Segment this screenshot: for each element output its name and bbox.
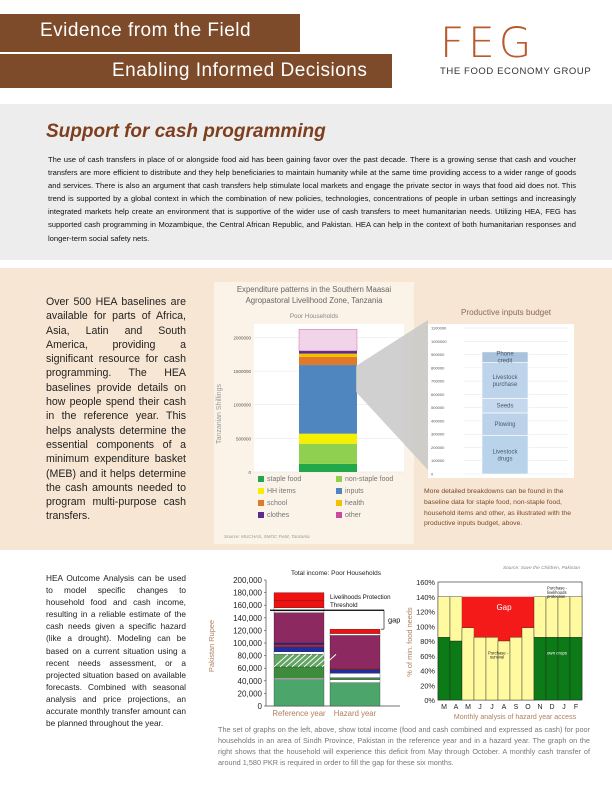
income-bar-segment-hazard [330, 680, 380, 683]
inputs-tick-label: 800000 [431, 365, 445, 371]
monthly-tick-label: 140% [416, 592, 435, 602]
monthly-bar [450, 641, 462, 700]
expenditure-legend-swatch [258, 476, 264, 482]
monthly-bar [570, 637, 582, 700]
expenditure-legend-swatch [336, 488, 342, 494]
inputs-bar-label: Livestock [492, 449, 518, 456]
income-bar-segment-reference [274, 593, 324, 601]
monthly-tick-label: 20% [420, 681, 435, 691]
income-tick-label: 100,000 [233, 639, 262, 648]
monthly-bar [462, 628, 474, 700]
header-title: Evidence from the Field [40, 20, 252, 41]
monthly-tick-label: 100% [416, 622, 435, 632]
expenditure-tick-label: 0 [248, 470, 251, 475]
inputs-tick-label: 200000 [431, 444, 445, 450]
inputs-bar-label: drugs [497, 456, 513, 463]
monthly-title: Monthly analysis of hazard year access [453, 714, 577, 721]
feg-logo: FEG [440, 18, 536, 67]
income-bar-segment-hazard [330, 634, 380, 636]
income-bar-segment-reference [274, 680, 324, 706]
monthly-bar [486, 637, 498, 700]
expenditure-legend-swatch [258, 488, 264, 494]
income-bar-segment-reference [274, 611, 324, 613]
inputs-bar-label: Phone [496, 351, 514, 358]
monthly-chart [404, 562, 594, 724]
monthly-purchase-bar [558, 597, 570, 638]
expenditure-bar-health [299, 354, 357, 357]
monthly-category-label: M [441, 704, 447, 711]
expenditure-legend-label: non-staple food [345, 476, 394, 483]
monthly-purchase-bar [534, 597, 546, 638]
inputs-bar-label: Seeds [496, 403, 514, 410]
expenditure-legend-label: clothes [267, 512, 290, 519]
monthly-bar [510, 637, 522, 700]
page-title: Support for cash programming [46, 121, 326, 142]
monthly-category-label: J [478, 704, 482, 711]
income-bar-segment-hazard [330, 669, 380, 673]
income-tick-label: 200,000 [233, 576, 262, 585]
monthly-label-purchase-lp: livelihoods [547, 589, 567, 595]
monthly-gap-label: Gap [496, 603, 512, 613]
expenditure-tick-label: 2000000 [233, 335, 251, 341]
monthly-purchase-bar [450, 597, 462, 641]
expenditure-tick-label: 1000000 [233, 402, 251, 408]
income-chart [206, 564, 402, 724]
income-ylabel: Pakistan Rupee [207, 619, 216, 673]
charts-caption: The set of graphs on the left, above, show total income (food and cash combined and expressed as cash) for poor households in an area of Sindh Province, Pakistan in the reference year and in a hazard year. The graph on the right shows that the household will experience this deficit from May through October. A monthly cash transfer of around 1,580 PKR is required in order to fill the gap for these six months. [218, 725, 590, 767]
income-bar-segment-hazard [330, 678, 380, 680]
expenditure-legend-swatch [258, 500, 264, 506]
monthly-purchase-bar [546, 597, 558, 638]
monthly-ylabel: % of min. food needs [405, 607, 414, 677]
expenditure-bar-staple-food [299, 464, 357, 472]
intro-paragraph: The use of cash transfers in place of or alongside food aid has been gaining favor over the past decade. There is a growing sense that cash and voucher transfers are more efficient to distribute and they help beneficiaries to maintain humanity while at the same time providing access to a wider range of goods and services. There is also an argument that cash transfers help stimulate local markets and engage the private sector in ways that food aid does not. This trend is supported by a global context in which the combination of new policies, technologies, concentrations of people in urban settings and increasingly integrated markets help create an environment that is supportive of the wider use of cash transfers to meet humanitarian needs. Utilizing HEA, FEG has supported cash programming in Mozambique, the Central African Republic, and Pakistan. HEA can help in the context of both humanitarian responses and longer-term social safety nets. [48, 155, 576, 243]
baseline-paragraph: Over 500 HEA baselines are available for parts of Africa, Asia, Latin and South America, providing a significant resource for cash programming. The HEA baselines provide details on how people spend their cash in the reference year. This helps analysts determine the essential components of a minimum expenditure basket (MEB) and it helps determine the cash amounts needed to program multi-purpose cash transfers. [46, 296, 186, 523]
inputs-bars [482, 352, 528, 474]
monthly-tick-label: 0% [424, 696, 435, 705]
expenditure-bar-non-staple-food [299, 444, 357, 464]
monthly-label-survival: survival [490, 654, 505, 660]
inputs-tick-label: 600000 [431, 391, 445, 397]
feg-logo-subtitle: THE FOOD ECONOMY GROUP [440, 66, 592, 77]
income-tick-label: 0 [257, 702, 262, 711]
expenditure-bar-school [299, 357, 357, 365]
monthly-tick-label: 80% [420, 637, 435, 646]
expenditure-legend-label: inputs [345, 488, 364, 495]
income-bar-segment-hazard [330, 683, 380, 706]
income-threshold-label: Threshold [330, 602, 358, 610]
monthly-purchase-bar [438, 597, 450, 638]
income-bar-segment-hazard [330, 635, 380, 668]
inputs-bar-label: Livestock [492, 374, 518, 381]
expenditure-bar-clothes [299, 351, 357, 354]
expenditure-bar-other [299, 329, 357, 351]
income-tick-label: 140,000 [233, 613, 262, 623]
monthly-bar [438, 637, 450, 700]
income-bar-segment-hazard [330, 668, 380, 669]
income-gap-label: gap [388, 615, 401, 625]
inputs-tick-label: 700000 [431, 378, 445, 384]
inputs-bar-label: purchase [492, 381, 518, 388]
inputs-tick-label: 400000 [431, 418, 445, 424]
income-bar-segment-reference [274, 613, 324, 643]
income-title: Total income: Poor Households [291, 570, 381, 577]
monthly-category-label: M [465, 704, 471, 711]
header-subtitle: Enabling Informed Decisions [112, 60, 368, 81]
expenditure-ylabel: Tanzanian Shillings [216, 384, 223, 444]
inputs-tick-label: 300000 [431, 431, 445, 437]
monthly-source: Source: Save the Children, Pakistan [502, 566, 580, 571]
income-tick-label: 80,000 [237, 651, 262, 661]
expenditure-legend-swatch [336, 476, 342, 482]
income-tick-label: 160,000 [233, 601, 262, 611]
inputs-tick-label: 1100000 [431, 325, 447, 331]
expenditure-title-2: Agropastoral Livelihood Zone, Tanzania [245, 296, 383, 305]
expenditure-bar-inputs [299, 365, 357, 434]
monthly-category-label: A [453, 704, 459, 711]
monthly-label-own-crops: own crops [546, 650, 568, 656]
expenditure-legend-swatch [336, 512, 342, 518]
income-threshold-label: Livelihoods Protection [330, 594, 391, 602]
income-bar-segment-hazard [330, 673, 380, 677]
monthly-category-label: J [490, 704, 494, 711]
income-tick-label: 60,000 [237, 664, 262, 674]
inputs-note: More detailed breakdowns can be found in the baseline data for staple food, non-staple food, household items and other, as illustrated with the productive inputs budget, above. [424, 488, 571, 528]
expenditure-legend-label: school [267, 500, 288, 507]
income-tick-label: 120,000 [233, 626, 262, 636]
inputs-tick-label: 500000 [431, 405, 445, 411]
outcome-analysis-paragraph: HEA Outcome Analysis can be used to model specific changes to household food and cash income, resulting in a reliable estimate of the cash needs given a specific hazard (like a drought). Modeling can be based on a current situation using a recent needs assessment, or a projected situation based on available forecasts. Combined with seasonal analysis and price projections, an accurate monthly transfer amount can be planned throughout the year. [46, 573, 186, 729]
expenditure-source: Source: MUCHAS, SMOC FwM, Tanzania [224, 534, 310, 539]
inputs-tick-label: 0 [431, 471, 434, 477]
expenditure-tick-label: 1500000 [233, 369, 251, 375]
zoom-connector [356, 320, 428, 470]
expenditure-legend-label: health [345, 500, 365, 507]
expenditure-legend-swatch [336, 500, 342, 506]
income-tick-label: 20,000 [237, 689, 262, 699]
income-bar-segment-reference [274, 643, 324, 645]
monthly-label-survival: Purchase - [488, 650, 509, 656]
income-bar-segment-reference [274, 645, 324, 647]
income-category-label: Reference year [272, 709, 326, 718]
monthly-category-label: O [525, 704, 531, 711]
monthly-label-purchase-lp: Purchase - [547, 585, 568, 591]
income-bar-segment-reference [274, 667, 324, 678]
monthly-tick-label: 120% [416, 607, 435, 617]
zoom-connector-shape [356, 320, 428, 470]
monthly-category-label: A [501, 704, 507, 711]
income-category-label: Hazard year [333, 709, 377, 718]
monthly-category-label: F [573, 704, 579, 711]
income-bar-segment-reference [274, 601, 324, 608]
income-tick-label: 40,000 [237, 676, 262, 686]
inputs-bar-label: credit [497, 358, 513, 365]
monthly-bar [522, 628, 534, 700]
inputs-tick-label: 100000 [431, 458, 445, 464]
expenditure-legend-label: HH items [267, 488, 296, 495]
expenditure-legend-label: staple food [267, 476, 302, 483]
expenditure-bar-hh-items [299, 434, 357, 444]
inputs-chart [424, 304, 584, 482]
monthly-tick-label: 60% [420, 651, 435, 661]
expenditure-subtitle: Poor Households [289, 313, 339, 320]
monthly-bar [474, 637, 486, 700]
monthly-bar [546, 637, 558, 700]
monthly-bar [534, 637, 546, 700]
income-bar-segment-hazard [330, 629, 380, 633]
monthly-category-label: N [537, 704, 543, 711]
income-tick-label: 180,000 [233, 588, 262, 598]
monthly-tick-label: 160% [416, 578, 435, 587]
income-bar-segment-reference [274, 652, 324, 655]
monthly-bars [438, 585, 582, 711]
inputs-title: Productive inputs budget [460, 308, 552, 317]
inputs-tick-label: 900000 [431, 352, 445, 358]
monthly-label-purchase-lp: protection [547, 594, 566, 600]
income-bar-segment-reference [274, 647, 324, 652]
expenditure-legend-label: other [345, 512, 361, 519]
monthly-category-label: S [513, 704, 519, 711]
expenditure-tick-label: 500000 [235, 436, 251, 442]
inputs-bar-label: Plowing [494, 422, 516, 429]
monthly-tick-label: 40% [420, 666, 435, 676]
inputs-tick-label: 1000000 [431, 338, 447, 344]
expenditure-title-1: Expenditure patterns in the Southern Maasai [236, 285, 392, 294]
monthly-category-label: D [549, 704, 555, 711]
monthly-purchase-bar [570, 597, 582, 638]
expenditure-bars [299, 329, 357, 472]
monthly-category-label: J [562, 704, 566, 711]
income-bar-segment-reference [274, 678, 324, 679]
monthly-bar [558, 637, 570, 700]
expenditure-legend-swatch [258, 512, 264, 518]
